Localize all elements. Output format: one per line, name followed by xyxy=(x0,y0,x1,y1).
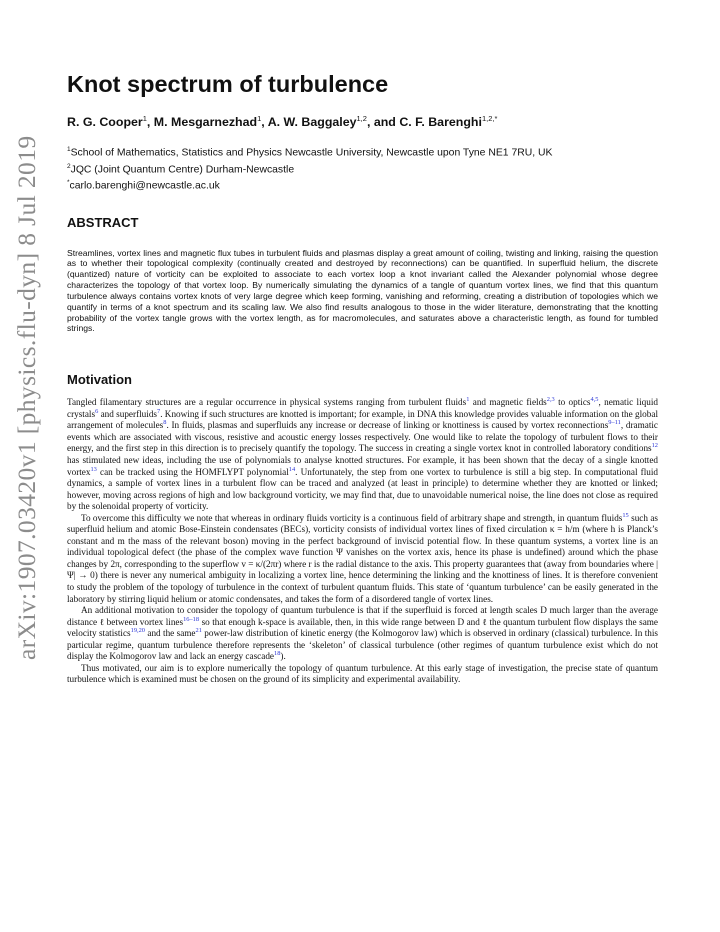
motivation-paragraph xyxy=(67,513,658,605)
paragraph-text: to optics xyxy=(554,397,591,408)
author: M. Mesgarnezhad$^1$ xyxy=(153,114,262,130)
paragraph-text: can be tracked using the HOMFLYPT polynomial xyxy=(96,466,289,477)
paragraph-text: and the same xyxy=(145,628,196,639)
citation-link[interactable]: 12 xyxy=(651,442,658,450)
citation-link[interactable]: 1 xyxy=(466,396,470,404)
paragraph-text: has stimulated new ideas, including the use of polynomials to analyse knotted structures. For example, it has been shown that the decay of a single knotted vortex xyxy=(67,455,658,477)
citation-link[interactable]: 14 xyxy=(288,465,296,473)
citation-link[interactable]: 15 xyxy=(622,511,629,519)
affiliation-2: $^2$JQC (Joint Quantum Centre) Durham-Newcastle xyxy=(67,162,295,176)
paragraph-text: ). xyxy=(280,651,286,662)
paragraph-text: , dramatic events which are associated with viscous, resistive and acoustic energy losses respectively. One would like to relate the topology of turbulent flows to their energy, and the first step in this direction is to precisely quantify the topology. The success in creating a single vortex knot in controlled laboratory conditions xyxy=(67,420,658,454)
abstract-text: Streamlines, vortex lines and magnetic flux tubes in turbulent fluids and plasmas display a great amount of coiling, twisting and linking, raising the question as to whether their topological complexity (continually created and destroyed by reconnections) can be quantified. In superfluid helium, the discrete (quantized) nature of vorticity can be exploited to associate to each vortex loop a knot invariant called the Alexander polynomial whose degree characterizes the topology of that vortex loop. By numerically simulating the dynamics of a tangle of quantum vortex lines, we find that this quantum turbulence always contains vortex knots of very large degree which keep forming, vanishing and reforming, creating a distribution of topologies which we quantify in terms of a knot spectrum and its scaling law. We also find results analogous to those in the wider literature, demonstrating that the knotting probability of the vortex tangle grows with the vortex length, as for macromolecules, and saturates above a characteristic length, as found for tumbled strings. xyxy=(67,247,658,334)
paragraph-text: , nematic liquid crystals xyxy=(67,397,658,419)
abstract-heading: ABSTRACT xyxy=(67,214,139,230)
paper-page xyxy=(67,70,657,686)
author: A. W. Baggaley$^{1,2}$ xyxy=(267,114,367,130)
arxiv-identifier: arXiv:1907.03420v1 [physics.flu-dyn] 8 Jul 2019 xyxy=(12,135,41,660)
paper-title: Knot spectrum of turbulence xyxy=(67,71,389,97)
citation-link[interactable]: 9–11 xyxy=(608,419,621,427)
paragraph-text: Thus motivated, our aim is to explore numerically the topology of quantum turbulence. At this early stage of investigation, the precise state of quantum turbulence which is examined must be chosen on the ground of its simplicity and experimental availability. xyxy=(67,662,658,685)
citation-link[interactable]: 16–18 xyxy=(183,615,200,623)
paragraph-text: To overcome this difficulty we note that whereas in ordinary fluids vorticity is a continuous field of arbitrary shape and strength, in quantum fluids xyxy=(81,512,623,523)
paragraph-text: such as superfluid helium and atomic Bose-Einstein condensates (BECs), vorticity consists of individual vortex lines of fixed circulation κ = h/m (where h is Planck’s constant and m the mass of the relevant boson) moving in the perfect background of inviscid potential flow. In these quantum systems, a vortex line is an individual topological defect (the phase of the complex wave function Ψ vanishes on the vortex axis, hence its phase is undefined) around which the phase changes by 2π, corresponding to the superflow v = κ/(2πr) where r is the radial distance to the axis. This property guarantees that (away from boundaries where |Ψ| → 0) there is never any numerical ambiguity in localizing a vortex line, hence determining the linking and the knottiness of lines. It is therefore convenient to study the problem of the topology of turbulence in the context of turbulent quantum fluids. This state of ‘quantum turbulence’ can be easily generated in the laboratory by stirring liquid helium or atomic condensates, and takes the form of a disordered tangle of vortex lines. xyxy=(67,512,658,604)
paragraph-text: and superfluids xyxy=(98,408,157,419)
paragraph-text: . Unfortunately, the step from one vortex to turbulence is still a big step. In computational fluid dynamics, a sample of vortex lines in a turbulent flow can be traced and analyzed (at least in principle) to determine whether they are knotted or linked; however, moving across regions of high and low background vorticity, we may find that, due to unavoidable numerical noise, the line does not close as required by the solenoidal property of vorticity. xyxy=(67,466,658,512)
motivation-heading: Motivation xyxy=(67,372,132,388)
affiliations xyxy=(67,143,657,192)
citation-link[interactable]: 8 xyxy=(163,419,167,427)
paragraph-text: and magnetic fields xyxy=(469,397,547,408)
motivation-paragraph xyxy=(67,663,658,686)
paragraph-text: . In fluids, plasmas and superfluids any increase or decrease of linking or knottiness is caused by vortex reconnections xyxy=(166,420,609,431)
motivation-paragraph xyxy=(67,397,658,512)
paragraph-text: Tangled filamentary structures are a regular occurrence in physical systems ranging from turbulent fluids xyxy=(67,397,467,408)
citation-link[interactable]: 7 xyxy=(157,407,161,415)
paragraph-text: . Knowing if such structures are knotted is important; for example, in DNA this knowledge provides valuable information on the global arrangement of molecules xyxy=(67,408,658,431)
paragraph-text: so that enough k-space is available, then, in this wide range between D and ℓ the quantum turbulent flow displays the same velocity statistics xyxy=(67,616,658,639)
corresponding-email[interactable]: *carlo.barenghi@newcastle.ac.uk xyxy=(67,179,220,192)
motivation-body xyxy=(67,397,658,686)
citation-link[interactable]: 13 xyxy=(90,465,97,473)
author: R. G. Cooper$^1$ xyxy=(67,114,147,130)
author-list: R. G. Cooper$^1$, M. Mesgarnezhad$^1$, A. W. Baggaley$^{1,2}$, and C. F. Barenghi$^{1,2,*}$ xyxy=(67,114,498,130)
paragraph-text: power-law distribution of kinetic energy (the Kolmogorov law) which is observed in ordinary (classical) turbulence. In this particular regime, quantum turbulence therefore represents the ‘skeleton’ of classical turbulence (other regimes of quantum turbulence exist which do not display the Kolmogorov law and lack an energy cascade xyxy=(67,628,658,662)
citation-link[interactable]: 19,20 xyxy=(130,627,146,635)
citation-link[interactable]: 4,5 xyxy=(590,396,599,404)
citation-link[interactable]: 18 xyxy=(274,650,281,658)
paragraph-text: An additional motivation to consider the topology of quantum turbulence is that if the superfluid is forced at length scales D much larger than the average distance ℓ between vortex lines xyxy=(67,605,658,627)
citation-link[interactable]: 2,3 xyxy=(546,396,555,404)
author: C. F. Barenghi$^{1,2,*}$ xyxy=(399,114,498,130)
motivation-paragraph xyxy=(67,605,658,663)
citation-link[interactable]: 6 xyxy=(95,407,99,415)
affiliation-1: $^1$School of Mathematics, Statistics and Physics Newcastle University, Newcastle upon Tyne NE1 7RU, UK xyxy=(67,146,553,159)
citation-link[interactable]: 21 xyxy=(195,627,202,635)
